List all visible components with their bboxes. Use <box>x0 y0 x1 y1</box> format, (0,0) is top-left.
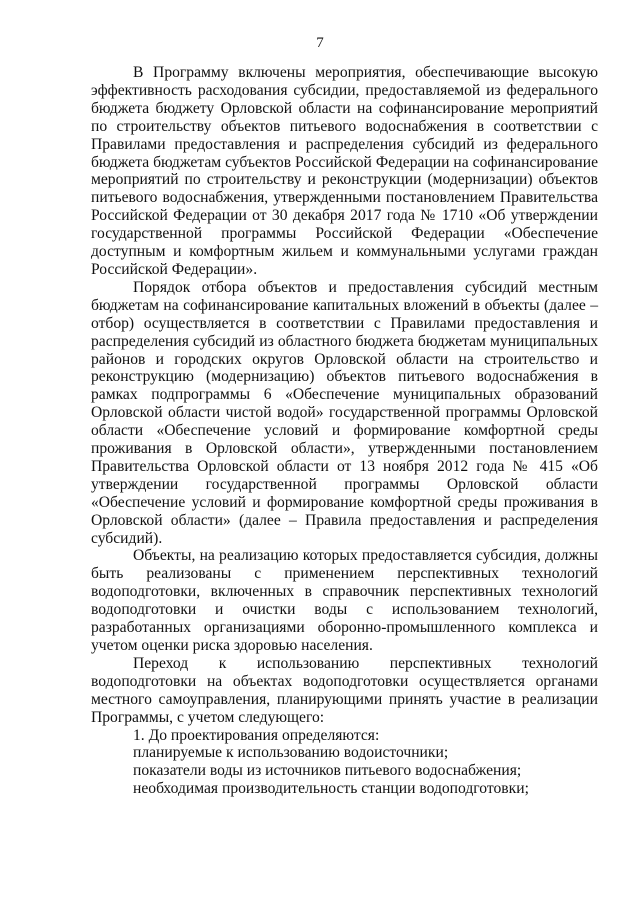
paragraph: Объекты, на реализацию которых предоставляется субсидия, должны быть реализованы с применением перспективных технологий водоподготовки, включенных в справочник перспективных технологий водоподготовки и очистки воды с использованием технологий, разработанных организациями оборонно-промышленного комплекса и учетом оценки риска здоровью населения. <box>91 547 598 654</box>
paragraph: Порядок отбора объектов и предоставления субсидий местным бюджетам на софинансирование капитальных вложений в объекты (далее – отбор) осуществляется в соответствии с Правилами предоставления и распределения субсидий из областного бюджета бюджетам муниципальных районов и городских округов Орловской области на строительство и реконструкцию (модернизацию) объектов питьевого водоснабжения в рамках подпрограммы 6 «Обеспечение муниципальных образований Орловской области чистой водой» государственной программы Орловской области «Обеспечение условий и формирование комфортной среды проживания в Орловской области», утвержденными постановлением Правительства Орловской области от 13 ноября 2012 года № 415 «Об утверждении государственной программы Орловской области «Обеспечение условий и формирование комфортной среды проживания в Орловской области» (далее – Правила предоставления и распределения субсидий). <box>91 278 598 547</box>
list-item: планируемые к использованию водоисточники; <box>133 744 449 762</box>
list-item: необходимая производительность станции водоподготовки; <box>133 780 529 798</box>
list-item: показатели воды из источников питьевого водоснабжения; <box>133 762 522 780</box>
page-number: 7 <box>316 35 324 51</box>
paragraph: В Программу включены мероприятия, обеспечивающие высокую эффективность расходования субсидии, предоставляемой из федерального бюджета бюджету Орловской области на софинансирование мероприятий по строительству объектов питьевого водоснабжения в соответствии с Правилами предоставления и распределения субсидий из федерального бюджета бюджетам субъектов Российской Федерации на софинансирование мероприятий по строительству и реконструкции (модернизации) объектов питьевого водоснабжения, утвержденными постановлением Правительства Российской Федерации от 30 декабря 2017 года № 1710 «Об утверждении государственной программы Российской Федерации «Обеспечение доступным и комфортным жильем и коммунальными услугами граждан Российской Федерации». <box>91 64 598 278</box>
list-item: 1. До проектирования определяются: <box>133 726 380 744</box>
body-text <box>91 64 598 798</box>
paragraph: Переход к использованию перспективных технологий водоподготовки на объектах водоподготовки осуществляется органами местного самоуправления, планирующими принять участие в реализации Программы, с учетом следующего: <box>91 654 598 726</box>
